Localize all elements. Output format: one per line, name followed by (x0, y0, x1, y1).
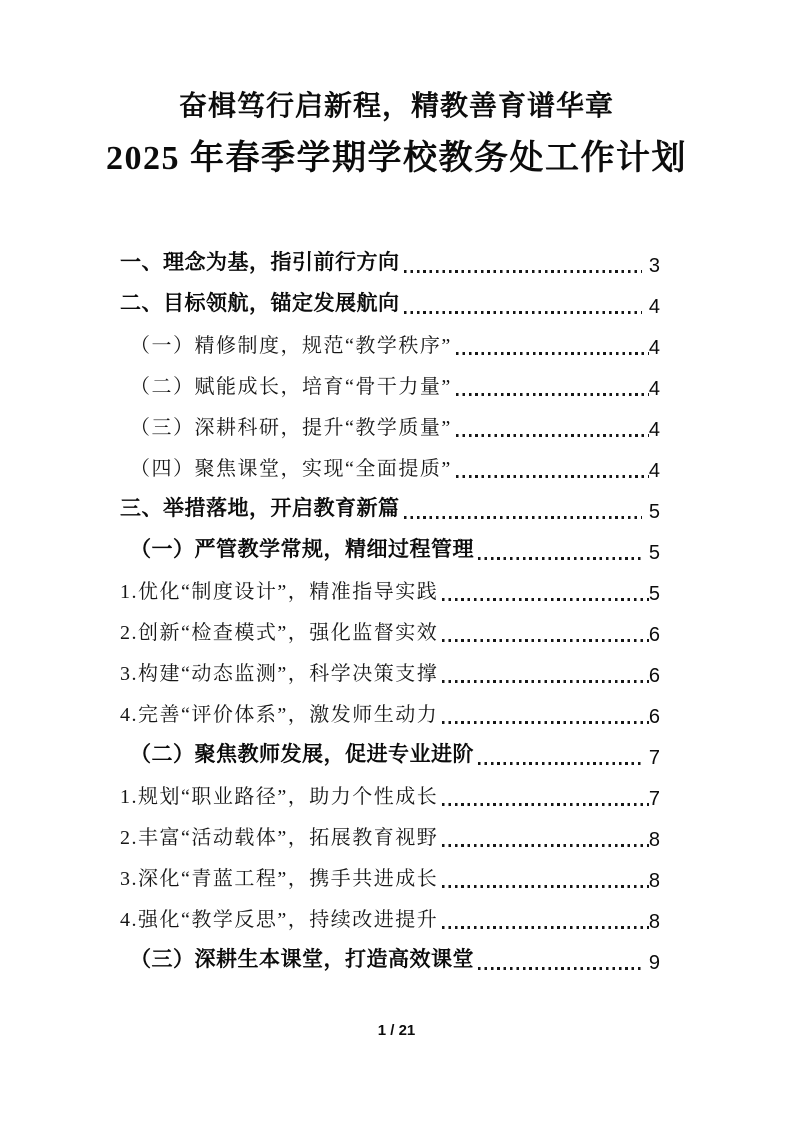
title-block (0, 0, 793, 181)
toc-page-number: 5 (648, 501, 660, 523)
toc-dot-leader (456, 434, 649, 437)
toc-entry[interactable] (120, 366, 660, 407)
toc-dot-leader (442, 803, 649, 806)
toc-dot-leader (478, 762, 642, 765)
toc-entry[interactable] (120, 489, 660, 530)
toc-entry-label: 1.规划“职业路径”，助力个性成长 (120, 786, 439, 808)
toc-entry[interactable] (120, 407, 660, 448)
toc-page-number: 4 (648, 378, 660, 400)
toc-page-number: 3 (648, 255, 660, 277)
toc-entry-label: （三）深耕科研，提升“教学质量” (130, 417, 452, 439)
toc-dot-leader (404, 270, 642, 273)
toc-dot-leader (442, 885, 649, 888)
document-subtitle: 奋楫笃行启新程，精教善育谱华章 (178, 90, 614, 121)
toc-entry[interactable] (120, 735, 660, 776)
toc-entry[interactable] (120, 284, 660, 325)
toc-entry[interactable] (120, 243, 660, 284)
toc-page-number: 9 (648, 952, 660, 974)
toc-page-number: 8 (648, 870, 660, 892)
toc-dot-leader (404, 516, 642, 519)
toc-dot-leader (442, 721, 649, 724)
toc-dot-leader (442, 598, 649, 601)
toc-page-number: 4 (648, 296, 660, 318)
toc-entry[interactable] (120, 776, 660, 817)
toc-entry-label: 二、目标领航，锚定发展航向 (120, 292, 400, 315)
page-number-footer: 1 / 21 (377, 1022, 416, 1039)
toc-entry[interactable] (120, 940, 660, 981)
toc-entry-label: （一）精修制度，规范“教学秩序” (130, 335, 452, 357)
toc-dot-leader (456, 352, 649, 355)
toc-entry-label: （二）赋能成长，培育“骨干力量” (130, 376, 452, 398)
toc-entry-label: 3.深化“青蓝工程”，携手共进成长 (120, 868, 439, 890)
toc-entry-label: （一）严管教学常规，精细过程管理 (130, 538, 474, 561)
toc-entry-label: （四）聚焦课堂，实现“全面提质” (130, 458, 452, 480)
toc-page-number: 7 (648, 747, 660, 769)
toc-page-number: 8 (648, 911, 660, 933)
toc-page-number: 4 (648, 419, 660, 441)
toc-entry-label: （二）聚焦教师发展，促进专业进阶 (130, 743, 474, 766)
table-of-contents (120, 243, 660, 981)
toc-entry[interactable] (120, 817, 660, 858)
toc-entry[interactable] (120, 694, 660, 735)
toc-entry-label: 3.构建“动态监测”，科学决策支撑 (120, 663, 439, 685)
document-title: 2025 年春季学期学校教务处工作计划 (106, 140, 687, 178)
toc-entry-label: 4.强化“教学反思”，持续改进提升 (120, 909, 439, 931)
toc-page-number: 8 (648, 829, 660, 851)
toc-entry[interactable] (120, 571, 660, 612)
toc-entry-label: （三）深耕生本课堂，打造高效课堂 (130, 948, 474, 971)
toc-entry-label: 4.完善“评价体系”，激发师生动力 (120, 704, 439, 726)
toc-entry-label: 三、举措落地，开启教育新篇 (120, 497, 400, 520)
toc-dot-leader (442, 680, 649, 683)
toc-entry[interactable] (120, 530, 660, 571)
toc-page-number: 5 (648, 542, 660, 564)
toc-entry[interactable] (120, 653, 660, 694)
toc-page-number: 4 (648, 460, 660, 482)
toc-dot-leader (456, 475, 649, 478)
toc-dot-leader (456, 393, 649, 396)
toc-dot-leader (478, 967, 642, 970)
toc-dot-leader (442, 844, 649, 847)
toc-page-number: 6 (648, 624, 660, 646)
toc-dot-leader (442, 639, 649, 642)
toc-entry[interactable] (120, 899, 660, 940)
toc-dot-leader (404, 311, 642, 314)
toc-entry-label: 1.优化“制度设计”，精准指导实践 (120, 581, 439, 603)
toc-entry-label: 一、理念为基，指引前行方向 (120, 251, 400, 274)
toc-page-number: 7 (648, 788, 660, 810)
toc-entry-label: 2.丰富“活动载体”，拓展教育视野 (120, 827, 439, 849)
toc-dot-leader (478, 557, 642, 560)
toc-page-number: 4 (648, 337, 660, 359)
toc-page-number: 6 (648, 665, 660, 687)
toc-entry-label: 2.创新“检查模式”，强化监督实效 (120, 622, 439, 644)
toc-dot-leader (442, 926, 649, 929)
toc-entry[interactable] (120, 612, 660, 653)
toc-entry[interactable] (120, 325, 660, 366)
toc-entry[interactable] (120, 858, 660, 899)
toc-page-number: 5 (648, 583, 660, 605)
toc-page-number: 6 (648, 706, 660, 728)
toc-entry[interactable] (120, 448, 660, 489)
